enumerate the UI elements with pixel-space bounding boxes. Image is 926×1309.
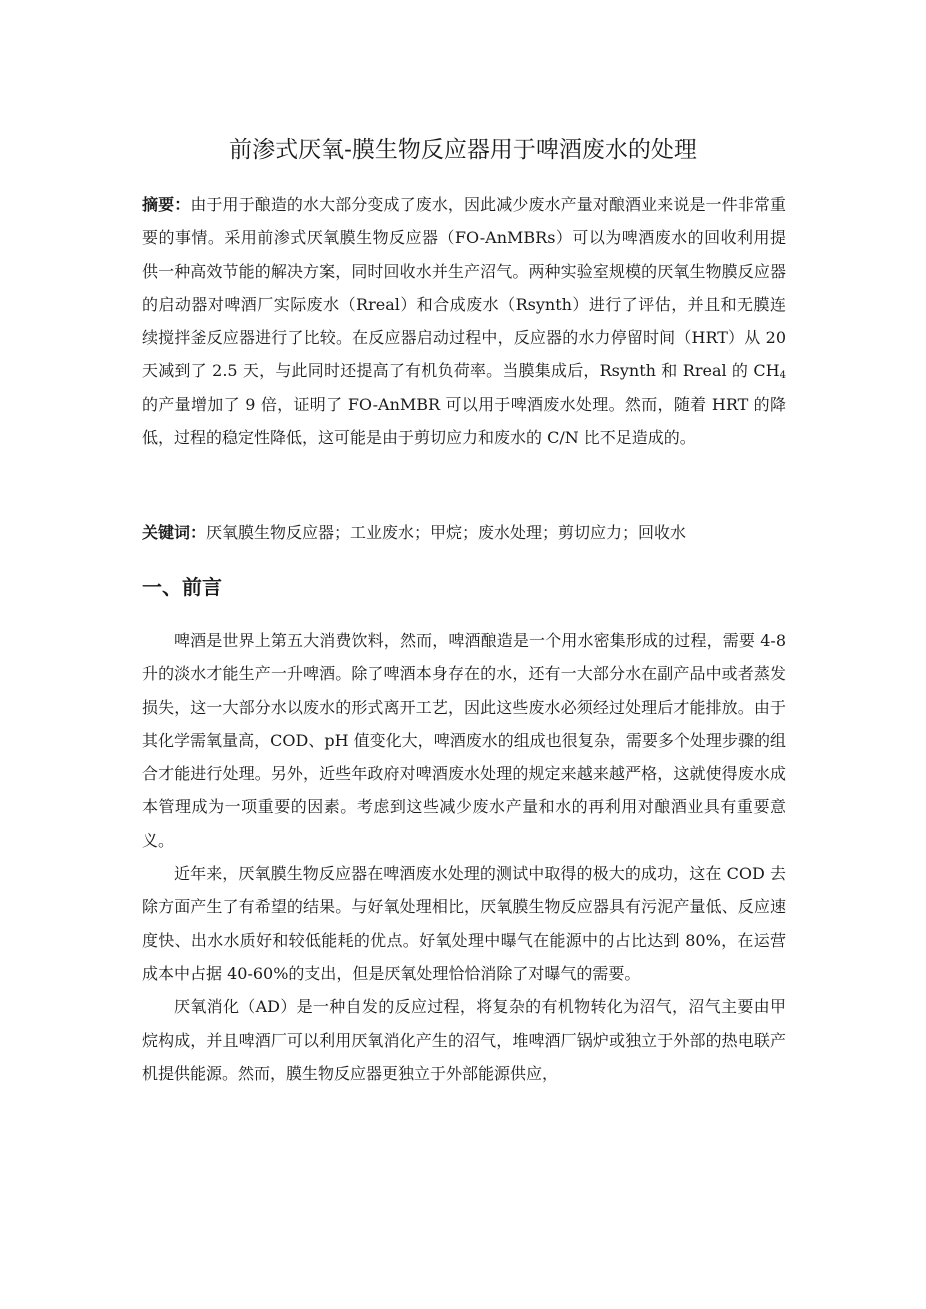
abstract-label-colon: ：	[174, 195, 191, 214]
keywords-label-colon: ：	[190, 523, 207, 542]
keywords-label: 关键词	[142, 523, 191, 542]
section-body	[142, 624, 786, 1090]
paragraph: 厌氧消化（AD）是一种自发的反应过程，将复杂的有机物转化为沼气，沼气主要由甲烷构成，并且啤酒厂可以利用厌氧消化产生的沼气，堆啤酒厂锅炉或独立于外部的热电联产机提供能源。然而，膜生物反应器更独立于外部能源供应，	[142, 997, 786, 1083]
abstract-label: 摘要	[142, 195, 175, 214]
ch4-subscript: 4	[779, 370, 786, 382]
abstract-block	[142, 188, 786, 454]
abstract-text-continued: 的产量增加了 9 倍，证明了 FO-AnMBR 可以用于啤酒废水处理。然而，随着 HRT 的降低，过程的稳定性降低，这可能是由于剪切应力和废水的 C/N 比不足造成的。	[142, 394, 786, 448]
keywords-text: 厌氧膜生物反应器；工业废水；甲烷；废水处理；剪切应力；回收水	[206, 523, 687, 542]
paragraph: 啤酒是世界上第五大消费饮料，然而，啤酒酿造是一个用水密集形成的过程，需要 4-8 升的淡水才能生产一升啤酒。除了啤酒本身存在的水，还有一大部分水在副产品中或者蒸发损失，这一大部分水以废水的形式离开工艺，因此这些废水必须经过处理后才能排放。由于其化学需氧量高，COD、pH 值变化大，啤酒废水的组成也很复杂，需要多个处理步骤的组合才能进行处理。另外，近些年政府对啤酒废水处理的规定来越来越严格，这就使得废水成本管理成为一项重要的因素。考虑到这些减少废水产量和水的再利用对酿酒业具有重要意义。	[142, 631, 786, 850]
keywords-block	[142, 516, 786, 549]
document-title: 前渗式厌氧-膜生物反应器用于啤酒废水的处理	[229, 137, 697, 163]
section-heading: 一、前言	[142, 575, 222, 599]
paragraph: 近年来，厌氧膜生物反应器在啤酒废水处理的测试中取得的极大的成功，这在 COD 去除方面产生了有希望的结果。与好氧处理相比，厌氧膜生物反应器具有污泥产量低、反应速度快、出水水质好和较低能耗的优点。好氧处理中曝气在能源中的占比达到 80%，在运营成本中占据 40-60%的支出，但是厌氧处理恰恰消除了对曝气的需要。	[142, 864, 786, 983]
abstract-text: 由于用于酿造的水大部分变成了废水，因此减少废水产量对酿酒业来说是一件非常重要的事情。采用前渗式厌氧膜生物反应器（FO-AnMBRs）可以为啤酒废水的回收利用提供一种高效节能的解决方案，同时回收水并生产沼气。两种实验室规模的厌氧生物膜反应器的启动器对啤酒厂实际废水（Rreal）和合成废水（Rsynth）进行了评估，并且和无膜连续搅拌釜反应器进行了比较。在反应器启动过程中，反应器的水力停留时间（HRT）从 20 天减到了 2.5 天，与此同时还提高了有机负荷率。当膜集成后，Rsynth 和 Rreal 的 CH	[142, 195, 786, 381]
